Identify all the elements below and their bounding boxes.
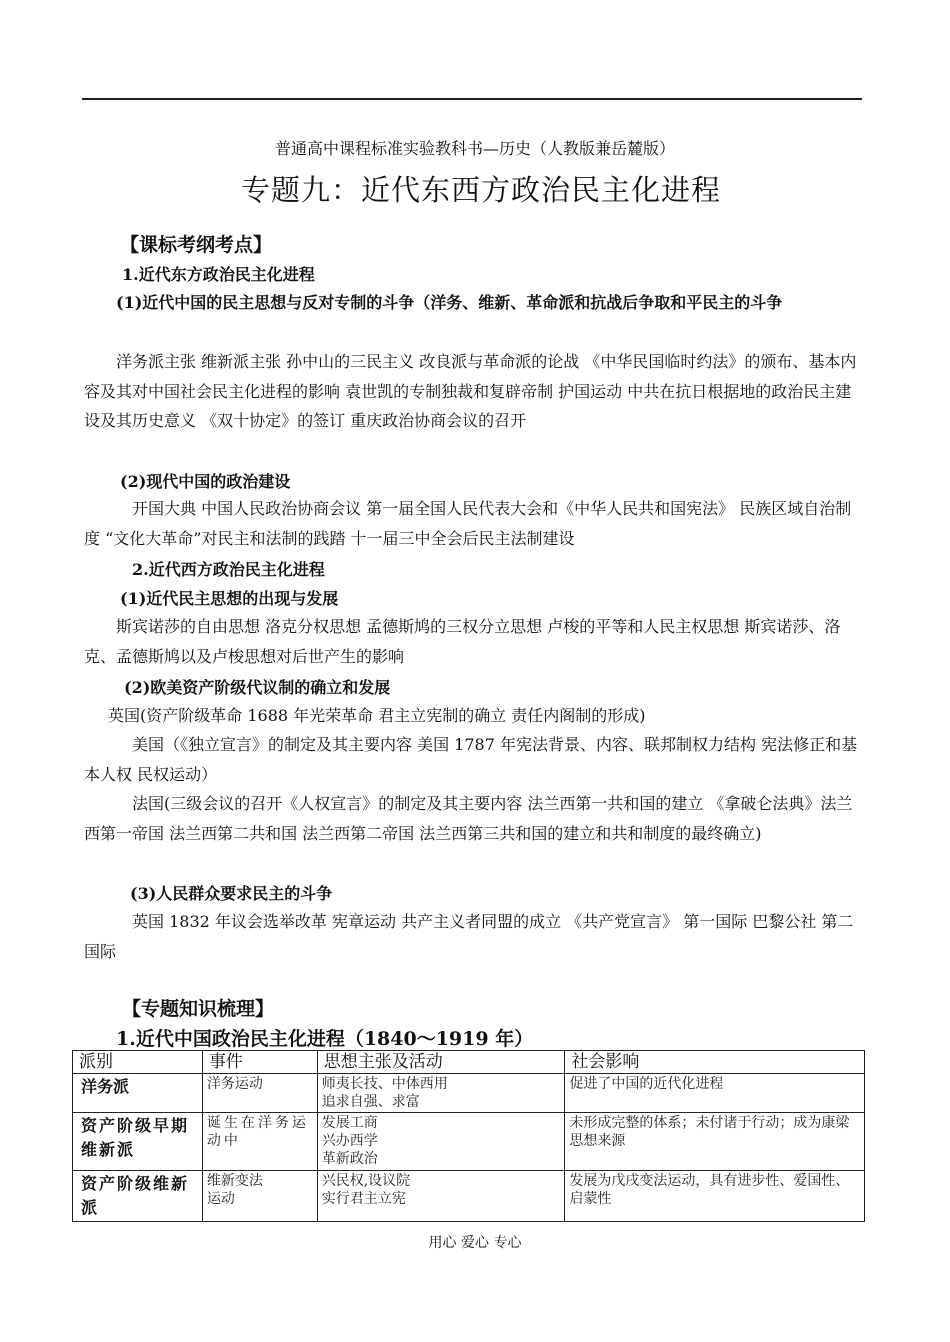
part2-sub2-heading: (2)欧美资产阶级代议制的确立和发展 <box>124 678 391 697</box>
ideas-line: 追求自强、求富 <box>321 1094 420 1110</box>
event-line: 洋务运动 <box>206 1076 263 1092</box>
ideas-line: 发展工商 <box>321 1115 378 1131</box>
faction-cell: 资产阶级早期维新派 <box>73 1113 203 1171</box>
faction-table <box>72 1050 865 1222</box>
part1-sub2-text: 开国大典 中国人民政治协商会议 第一届全国人民代表大会和《中华人民共和国宪法》 民族区域自治制度 “文化大革命”对民主和法制的践踏 十一届三中全会后民主法制建设 <box>84 499 852 548</box>
ideas-line: 兴办西学 <box>321 1133 378 1149</box>
faction-cell: 洋务派 <box>73 1074 203 1113</box>
part2-sub1-text: 斯宾诺莎的自由思想 洛克分权思想 孟德斯鸠的三权分立思想 卢梭的平等和人民主权思想 斯宾诺莎、洛克、孟德斯鸠以及卢梭思想对后世产生的影响 <box>84 617 841 666</box>
syllabus-heading: 【课标考纲考点】 <box>120 234 273 256</box>
event-line: 运动 <box>206 1191 235 1207</box>
ideas-line: 实行君主立宪 <box>321 1191 406 1207</box>
event-line: 诞生在洋务运动中 <box>206 1115 309 1149</box>
part1-sub1-text: 洋务派主张 维新派主张 孙中山的三民主义 改良派与革命派的论战 《中华民国临时约法》的颁布、基本内容及其对中国社会民主化进程的影响 袁世凯的专制独裁和复辟帝制 护国运动 中共在抗日根据地的政治民主建设及其历史意义 《双十协定》的签订 重庆政治协商会议的召开 <box>84 352 857 430</box>
column-header-event: 事件 <box>202 1051 317 1074</box>
textbook-subtitle: 普通高中课程标准实验教科书—历史（人教版兼岳麓版） <box>274 139 675 158</box>
part1-sub1-heading: (1)近代中国的民主思想与反对专制的斗争（洋务、维新、革命派和抗战后争取和平民主的斗争 <box>116 293 783 312</box>
faction-cell: 资产阶级维新派 <box>73 1171 203 1222</box>
part1-heading: 1.近代东方政治民主化进程 <box>122 265 315 284</box>
table-title: 1.近代中国政治民主化进程（1840～1919 年） <box>116 1028 534 1050</box>
impact-cell: 促进了中国的近代化进程 <box>565 1074 865 1113</box>
ideas-line: 兴民权,设议院 <box>321 1173 411 1189</box>
event-cell <box>202 1171 317 1222</box>
event-line: 维新变法 <box>206 1173 263 1189</box>
event-cell <box>202 1113 317 1171</box>
page-footer: 用心 爱心 专心 <box>428 1235 522 1251</box>
part2-sub2-fr: 法国(三级会议的召开《人权宣言》的制定及其主要内容 法兰西第一共和国的建立 《拿破仑法典》法兰西第一帝国 法兰西第二共和国 法兰西第二帝国 法兰西第三共和国的建立和共和制度的最终确立) <box>84 794 853 843</box>
ideas-cell <box>317 1113 565 1171</box>
header-rule <box>82 98 862 100</box>
event-cell <box>202 1074 317 1113</box>
impact-cell: 发展为戊戌变法运动，具有进步性、爱国性、启蒙性 <box>565 1171 865 1222</box>
part2-heading: 2.近代西方政治民主化进程 <box>132 560 325 579</box>
table-header-row <box>73 1051 865 1074</box>
column-header-impact: 社会影响 <box>565 1051 865 1074</box>
ideas-line: 革新政治 <box>321 1151 378 1167</box>
part2-sub2-us: 美国（《独立宣言》的制定及其主要内容 美国 1787 年宪法背景、内容、联邦制权力结构 宪法修正和基本人权 民权运动） <box>84 735 858 784</box>
part2-sub3-heading: (3)人民群众要求民主的斗争 <box>130 884 333 903</box>
part2-sub1-heading: (1)近代民主思想的出现与发展 <box>120 589 339 608</box>
table-row <box>73 1074 865 1113</box>
ideas-line: 师夷长技、中体西用 <box>321 1076 448 1092</box>
table-row <box>73 1113 865 1171</box>
part2-sub2-uk: 英国(资产阶级革命 1688 年光荣革命 君主立宪制的确立 责任内阁制的形成) <box>108 706 646 725</box>
impact-cell: 未形成完整的体系；未付诸于行动；成为康梁思想来源 <box>565 1113 865 1171</box>
part1-sub2-heading: (2)现代中国的政治建设 <box>120 472 291 491</box>
column-header-faction: 派别 <box>73 1051 203 1074</box>
column-header-ideas: 思想主张及活动 <box>317 1051 565 1074</box>
review-heading: 【专题知识梳理】 <box>122 998 275 1020</box>
page-title: 专题九：近代东西方政治民主化进程 <box>240 173 721 207</box>
part2-sub3-text: 英国 1832 年议会选举改革 宪章运动 共产主义者同盟的成立 《共产党宣言》 第一国际 巴黎公社 第二国际 <box>84 912 854 961</box>
ideas-cell <box>317 1171 565 1222</box>
table-row <box>73 1171 865 1222</box>
ideas-cell <box>317 1074 565 1113</box>
